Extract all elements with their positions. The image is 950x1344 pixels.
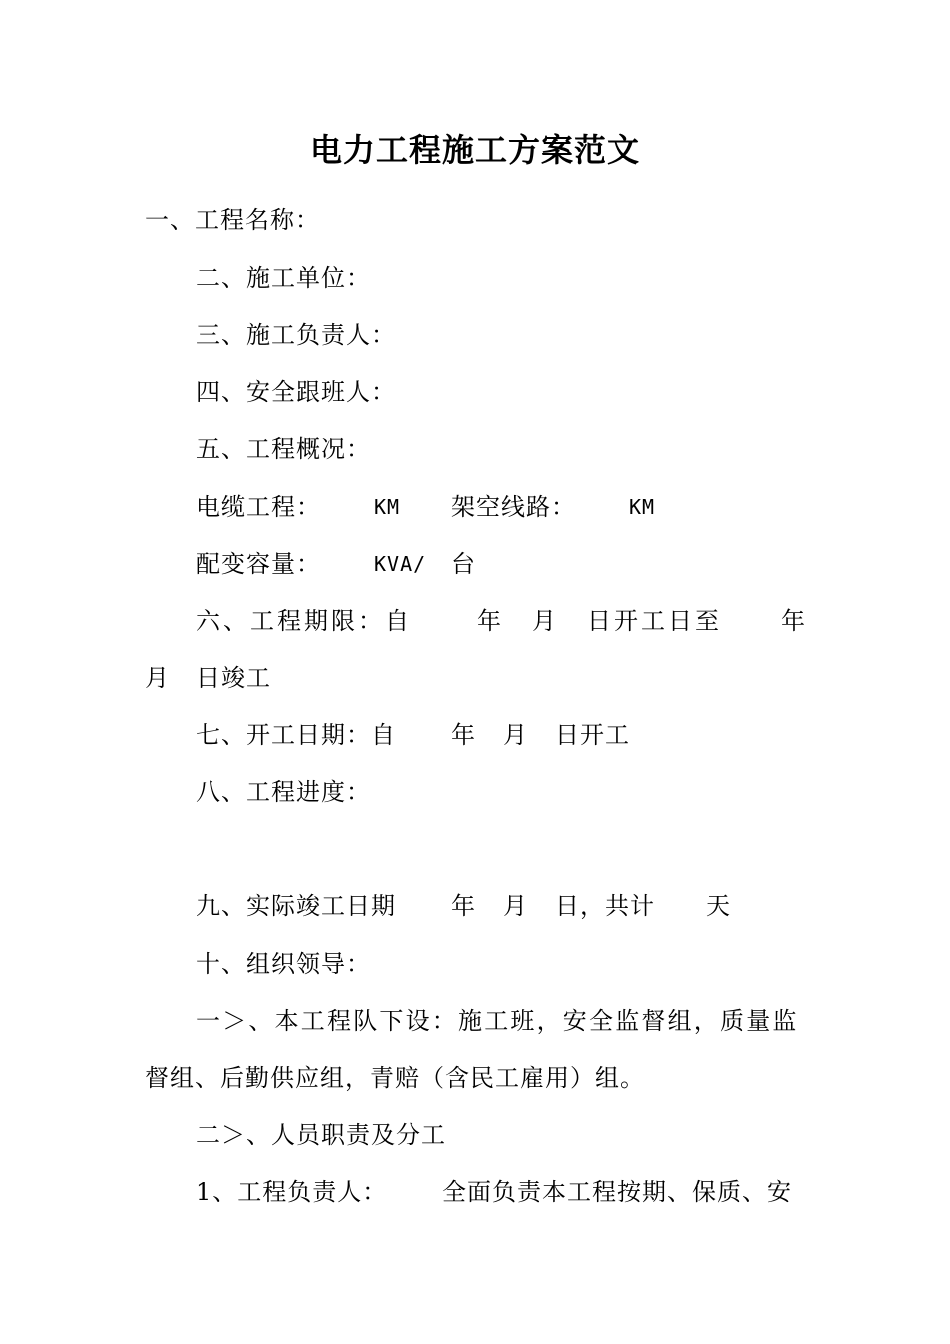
completion-year: 年	[451, 892, 476, 920]
org-paragraph-line-1: 一＞、本工程队下设：施工班，安全监督组，质量监	[196, 1007, 799, 1035]
item-duties: 二＞、人员职责及分工	[196, 1121, 446, 1149]
transformer-count-unit: 台	[451, 550, 476, 578]
cable-unit: KM	[374, 495, 401, 519]
transformer-unit: KVA/	[374, 552, 427, 576]
item-project-period: 六、工程期限：自	[196, 607, 412, 635]
item-project-progress: 八、工程进度：	[196, 778, 371, 806]
item-safety-escort: 四、安全跟班人：	[196, 378, 396, 406]
start-date-day: 日开工	[555, 721, 630, 749]
cable-project-label: 电缆工程：	[196, 493, 321, 521]
duty-leader-label: 1、工程负责人：	[196, 1178, 388, 1206]
item-construction-leader: 三、施工负责人：	[196, 321, 396, 349]
document-title: 电力工程施工方案范文	[309, 131, 640, 169]
item-project-name: 一、工程名称：	[145, 206, 320, 234]
period-end-year: 年	[781, 607, 806, 635]
item-organization: 十、组织领导：	[196, 950, 371, 978]
period-start-month: 月	[532, 607, 557, 635]
overhead-line-unit: KM	[629, 495, 656, 519]
org-paragraph-line-2: 督组、后勤供应组，青赔（含民工雇用）组。	[145, 1064, 645, 1092]
duty-leader-text: 全面负责本工程按期、保质、安	[442, 1178, 792, 1206]
completion-day-total: 日，共计	[555, 892, 655, 920]
overhead-line-label: 架空线路：	[451, 493, 576, 521]
completion-month: 月	[503, 892, 528, 920]
period-end-day: 日竣工	[196, 664, 271, 692]
period-start-day: 日开工日至	[587, 607, 722, 635]
item-project-overview: 五、工程概况：	[196, 435, 371, 463]
period-start-year: 年	[477, 607, 502, 635]
start-date-month: 月	[503, 721, 528, 749]
completion-days-unit: 天	[706, 892, 731, 920]
start-date-year: 年	[451, 721, 476, 749]
item-start-date: 七、开工日期：自	[196, 721, 396, 749]
item-actual-completion: 九、实际竣工日期	[196, 892, 396, 920]
item-construction-unit: 二、施工单位：	[196, 264, 371, 292]
period-end-month: 月	[145, 664, 170, 692]
transformer-capacity-label: 配变容量：	[196, 550, 321, 578]
